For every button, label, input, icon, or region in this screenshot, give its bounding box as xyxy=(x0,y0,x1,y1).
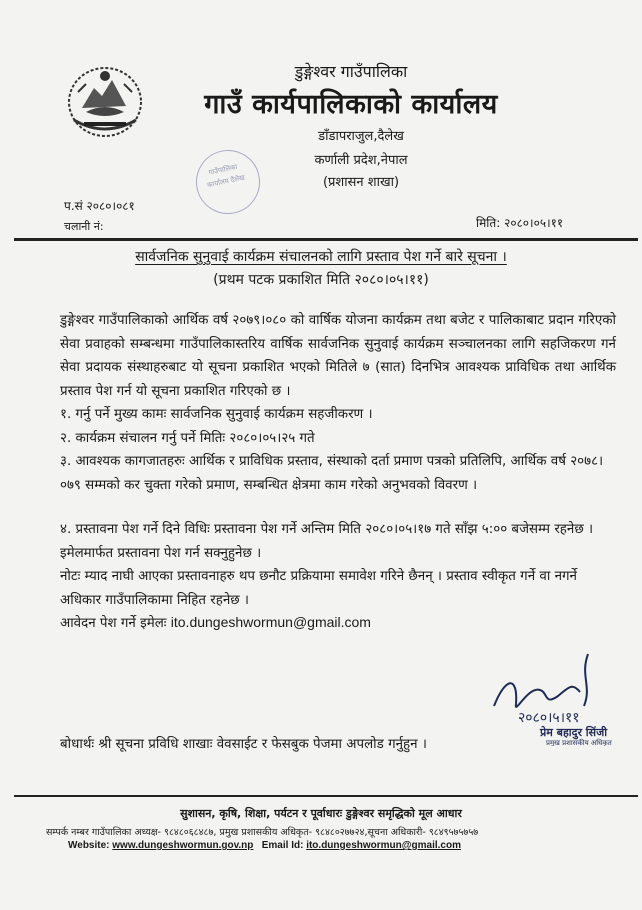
list-item-submission: ४. प्रस्तावना पेश गर्ने दिने विधिः प्रस्तावना पेश गर्ने अन्तिम मिति २०८०।०५।१७ गते साँझ ५:०० बजेसम्म रहनेछ । इमेलमार्फत प्रस्तावना पेश गर्न सक्नुहुनेछ । xyxy=(60,522,594,561)
municipality-name: डुङ्गेश्वर गाउँपालिका xyxy=(294,62,408,81)
notice-subtitle: (प्रथम पटक प्रकाशित मिति २०८०।०५।११) xyxy=(213,272,429,288)
list-item-work: १. गर्नु पर्ने मुख्य कामः सार्वजनिक सुनुवाई कार्यक्रम सहजीकरण । xyxy=(60,407,373,422)
footer-divider xyxy=(14,795,638,797)
signature-designation: प्रमुख प्रशासकीय अधिकृत xyxy=(546,739,612,746)
website-link[interactable]: www.dungeshwormun.gov.np xyxy=(112,840,254,851)
header-divider xyxy=(14,238,638,241)
intro-paragraph: डुङ्गेश्वर गाउँपालिकाको आर्थिक वर्ष २०७९।०८० को वार्षिक योजना कार्यक्रम तथा बजेट र पालिकाबाट प्रदान गरिएको सेवा प्रवाहको सम्बन्धमा गाउँपालिकास्तरिय वार्षिक सार्वजनिक सुनुवाई कार्यक्रम सञ्चालनका लागि सहजिकरण गर्न सेवा प्रदायक संस्थाहरुबाट यो सूचना प्रकाशित भएको मितिले ७ (सात) दिनभित्र आवश्यक प्राविधिक तथा आर्थिक प्रस्ताव पेश गर्न यो सूचना प्रकाशित गरिएको छ । xyxy=(60,313,616,399)
section-name: (प्रशासन शाखा) xyxy=(322,175,400,190)
application-email[interactable]: ito.dungeshwormun@gmail.com xyxy=(170,614,371,630)
dispatch-number: चलानी नं: xyxy=(64,220,104,233)
signature-date: २०८०।५।११ xyxy=(518,710,580,726)
list-item-date: २. कार्यक्रम संचालन गर्नु पर्ने मितिः २०८०।०५।२५ गते xyxy=(60,431,315,446)
address-line-1: डाँडापराजुल,दैलेख xyxy=(318,129,404,144)
cc-line: बोधार्थः श्री सूचना प्रविधि शाखाः वेवसाईट र फेसबुक पेजमा अपलोड गर्नुहुन । xyxy=(60,737,427,752)
note-paragraph: नोटः म्याद नाघी आएका प्रस्तावनाहरु थप छनौट प्रक्रियामा समावेश गरिने छैनन् । प्रस्ताव स्वीकृत गर्ने वा नगर्ने अधिकार गाउँपालिकामा निहित रहनेछ । xyxy=(60,569,577,608)
footer-web-line xyxy=(68,840,461,851)
letter-date: मिति: २०८०।०५।११ xyxy=(476,216,564,230)
footer-slogan: सुशासन, कृषि, शिक्षा, पर्यटन र पूर्वाधारः डुङ्गेश्वर समृद्धिको मूल आधार xyxy=(180,807,462,820)
footer-contacts: सम्पर्क नम्बर गाउँपालिका अध्यक्ष- ९८४८०६८४८७, प्रमुख प्रशासकीय अधिकृत- ९८४८०२७७२४,सूचना अधिकारी- ९८४९५७५७५७ xyxy=(46,827,479,838)
office-seal-stamp: गाउँपालिका कार्यालय दैलेख xyxy=(190,144,266,220)
email-label: आवेदन पेश गर्ने इमेलः xyxy=(60,616,167,631)
application-email-line xyxy=(60,611,616,636)
address-line-2: कर्णाली प्रदेश,नेपाल xyxy=(314,153,408,168)
signature-stamp xyxy=(488,646,628,746)
signature-name: प्रेम बहादुर सिंजी xyxy=(540,726,608,739)
list-item-documents: ३. आवश्यक कागजातहरुः आर्थिक र प्राविधिक प्रस्ताव, संस्थाको दर्ता प्रमाण पत्रको प्रतिलिपि, आर्थिक वर्ष २०७८।०७९ सम्मको कर चुक्ता गरेको प्रमाण, सम्बन्धित क्षेत्रमा काम गरेको अनुभवको विवरण । xyxy=(60,454,604,493)
office-title: गाउँ कार्यपालिकाको कार्यालय xyxy=(204,89,498,120)
reference-number: प.सं २०८०।०८१ xyxy=(64,199,135,213)
website-label: Website: xyxy=(68,840,110,851)
notice-title: सार्वजनिक सुनुवाई कार्यक्रम संचालनको लागि प्रस्ताव पेश गर्ने बारे सूचना । xyxy=(135,249,507,265)
footer-email-label: Email Id: xyxy=(261,840,304,851)
footer-email-link[interactable]: ito.dungeshwormun@gmail.com xyxy=(306,840,461,851)
